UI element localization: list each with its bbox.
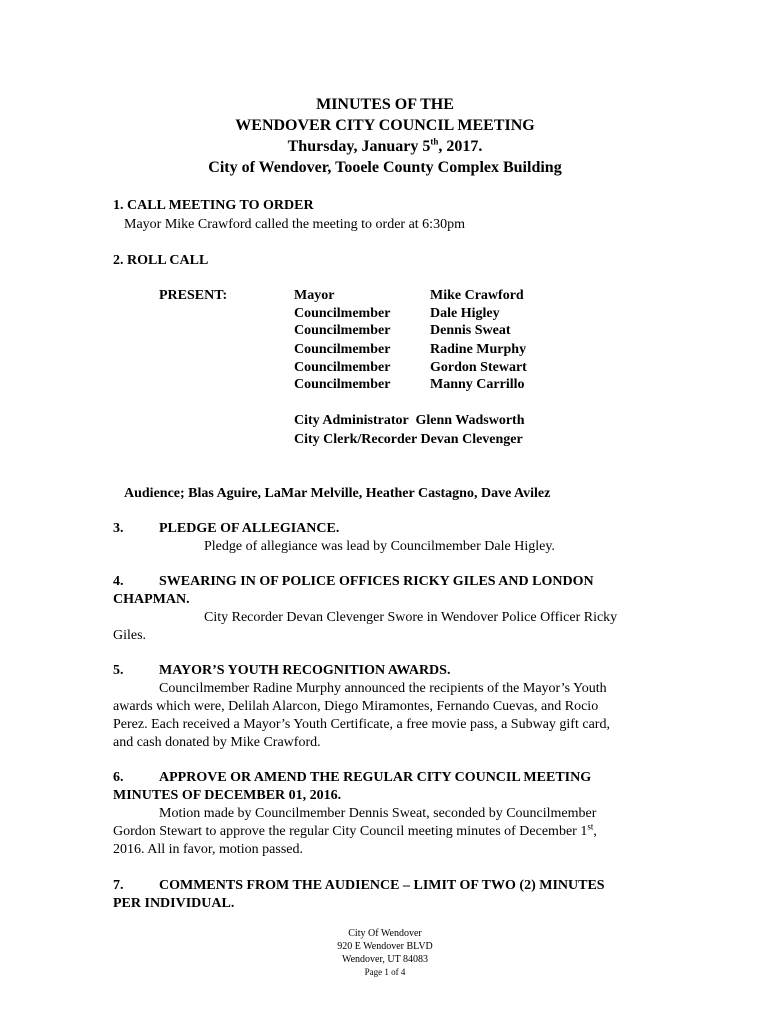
audience-line: Audience; Blas Aguire, LaMar Melville, Heather Castagno, Dave Avilez: [124, 486, 551, 501]
footer-city: Wendover, UT 84083: [341, 954, 429, 965]
section-7-heading: COMMENTS FROM THE AUDIENCE – LIMIT OF TWO (2) MINUTES: [159, 878, 605, 893]
section-5-text-4: and cash donated by Mike Crawford.: [113, 735, 321, 750]
section-4-text: City Recorder Devan Clevenger Swore in Wendover Police Officer Ricky: [204, 610, 618, 625]
footer-address: 920 E Wendover BLVD: [337, 941, 433, 952]
section-1-heading: 1. CALL MEETING TO ORDER: [113, 198, 314, 213]
section-5-text-1: Councilmember Radine Murphy announced the recipients of the Mayor’s Youth: [159, 681, 607, 696]
date-year: , 2017.: [438, 138, 483, 155]
section-6-heading: APPROVE OR AMEND THE REGULAR CITY COUNCIL MEETING: [159, 770, 592, 785]
footer-org: City Of Wendover: [348, 928, 422, 939]
section-6-heading-cont: MINUTES OF DECEMBER 01, 2016.: [113, 788, 342, 803]
date-text: Thursday, January 5: [287, 138, 431, 155]
section-4-heading: SWEARING IN OF POLICE OFFICES RICKY GILES AND LONDON: [159, 574, 594, 589]
section-6-text-2-end: ,: [593, 824, 597, 839]
section-3-text: Pledge of allegiance was lead by Councilmember Dale Higley.: [204, 539, 555, 554]
roll-name: Dale Higley: [430, 306, 500, 321]
section-6-text-2-main: Gordon Stewart to approve the regular City Council meeting minutes of December 1: [113, 824, 588, 839]
section-4-text-cont: Giles.: [113, 628, 147, 643]
footer-page-number: Page 1 of 4: [364, 967, 406, 977]
section-7-heading-cont: PER INDIVIDUAL.: [113, 896, 235, 911]
section-4-heading-cont: CHAPMAN.: [113, 592, 190, 607]
section-6-text-2: [113, 823, 597, 841]
section-4-number: 4.: [113, 574, 124, 589]
roll-name: Gordon Stewart: [430, 360, 527, 375]
section-3-heading: PLEDGE OF ALLEGIANCE.: [159, 521, 340, 536]
title-line-3: [0, 136, 770, 157]
roll-name: Mike Crawford: [430, 288, 524, 303]
roll-name: Dennis Sweat: [430, 323, 511, 338]
section-6-text-3: 2016. All in favor, motion passed.: [113, 842, 303, 857]
section-7-number: 7.: [113, 878, 124, 893]
section-6-number: 6.: [113, 770, 124, 785]
roll-role: Councilmember: [294, 342, 391, 357]
section-6-superscript: st: [587, 821, 594, 832]
roll-name: Radine Murphy: [430, 342, 527, 357]
staff-line: City Administrator Glenn Wadsworth: [294, 413, 525, 428]
title-line-2: WENDOVER CITY COUNCIL MEETING: [235, 117, 535, 134]
roll-role: Councilmember: [294, 377, 391, 392]
staff-line: City Clerk/Recorder Devan Clevenger: [294, 432, 523, 447]
section-3-number: 3.: [113, 521, 124, 536]
section-5-number: 5.: [113, 663, 124, 678]
roll-role: Councilmember: [294, 306, 391, 321]
roll-role: Mayor: [294, 288, 335, 303]
present-label: PRESENT:: [159, 288, 228, 303]
title-line-1: MINUTES OF THE: [316, 96, 454, 113]
section-1-text: Mayor Mike Crawford called the meeting to order at 6:30pm: [124, 217, 465, 232]
section-2-heading: 2. ROLL CALL: [113, 253, 209, 268]
section-5-heading: MAYOR’S YOUTH RECOGNITION AWARDS.: [159, 663, 451, 678]
title-line-4: City of Wendover, Tooele County Complex Building: [208, 159, 562, 176]
section-5-text-2: awards which were, Delilah Alarcon, Diego Miramontes, Fernando Cuevas, and Rocio: [113, 699, 599, 714]
section-5-text-3: Perez. Each received a Mayor’s Youth Certificate, a free movie pass, a Subway gift card,: [113, 717, 610, 732]
roll-role: Councilmember: [294, 360, 391, 375]
date-superscript: th: [430, 136, 439, 147]
roll-name: Manny Carrillo: [430, 377, 525, 392]
roll-role: Councilmember: [294, 323, 391, 338]
section-6-text-1: Motion made by Councilmember Dennis Sweat, seconded by Councilmember: [159, 806, 597, 821]
